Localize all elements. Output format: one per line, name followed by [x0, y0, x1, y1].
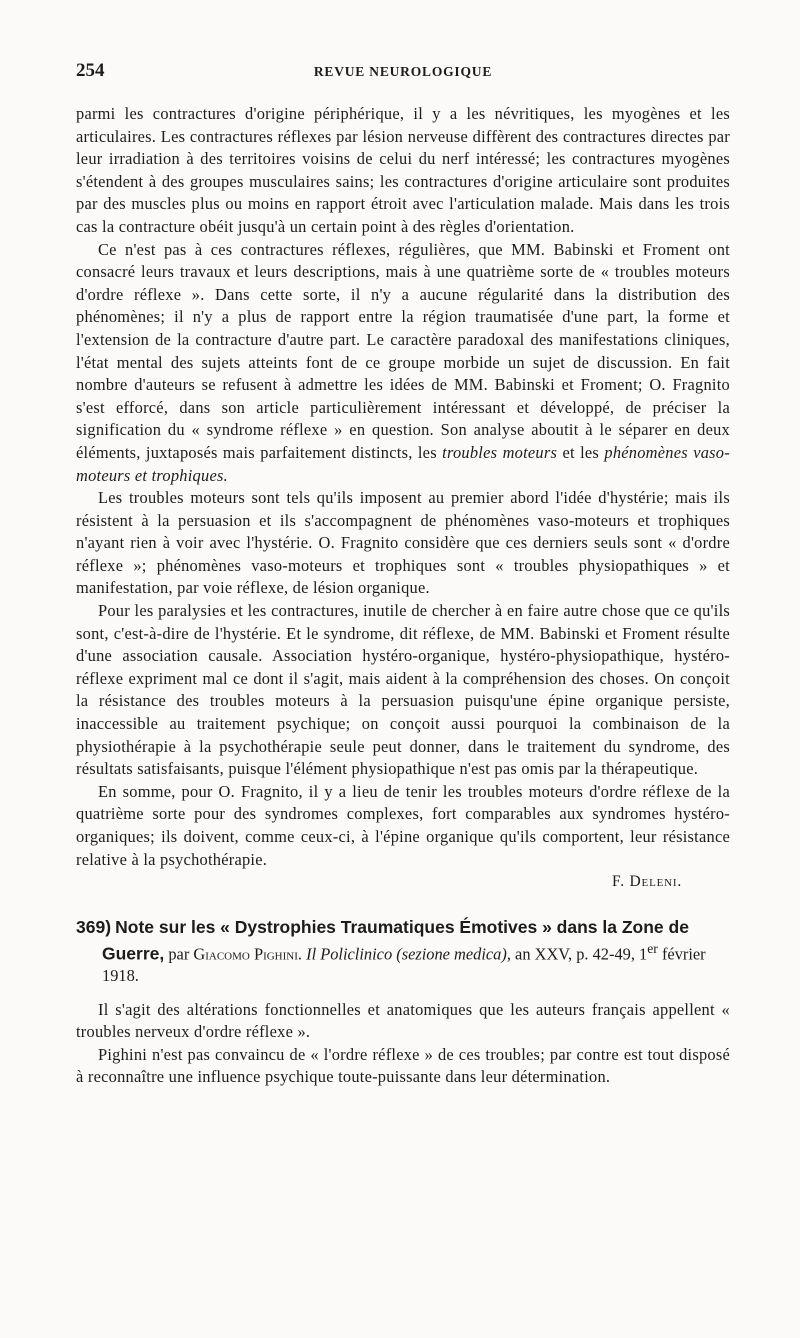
bibliographic-entry: [76, 917, 730, 985]
reviewer-signature: F. Deleni.: [612, 873, 682, 891]
running-title: REVUE NEUROLOGIQUE: [313, 64, 493, 79]
review-paragraph-2-text: Ce n'est pas à ces contractures réflexes, régulières, que MM. Babinski et Froment ont consacré leurs travaux et leurs descriptions, mais à une quatrième sorte de « troubles moteurs d'ordre réflexe ». Dans cette sorte, il n'y a aucune régularité dans la distribution des phénomènes; il n'y a plus de rapport entre la région traumatisée d'une part, la forme et l'extension de la contracture d'autre part. Le caractère paradoxal des manifestations cliniques, l'état mental des sujets atteints font de ce groupe morbide un sujet de discussion. En fait nombre d'auteurs se refusent à admettre les idées de MM. Babinski et Froment; O. Fragnito s'est efforcé, dans son article particulièrement intéressant et développé, de préciser la signification du « syndrome réflexe » en question. Son analyse aboutit à le séparer en deux éléments, juxtaposés mais parfaitement distincts, les: [76, 239, 730, 462]
review-paragraph-1: parmi les contractures d'origine périphérique, il y a les névritiques, les myogènes et les articulaires. Les contractures réflexes par lésion nerveuse diffèrent des contractures directes par leur irradiation à des territoires voisins de celui du nerf intéressé; les contractures myogènes s'étendent à des groupes musculaires sains; les contractures d'origine articulaire sont produites par des muscles plus ou moins en rapport étroit avec l'articulation malade. Mais dans les trois cas la contracture obéit jusqu'à un certain point à des règles d'orientation.: [76, 104, 730, 236]
entry-author: Giacomo Pighini.: [193, 944, 302, 964]
entry-date-day: 1: [639, 944, 648, 964]
review-paragraph-2: [76, 239, 730, 488]
entry-title: Note sur les « Dystrophies Traumatiques Émotives » dans la Zone de Guerre,: [102, 917, 689, 964]
review-paragraph-3: Les troubles moteurs sont tels qu'ils imposent au premier abord l'idée d'hystérie; mais ils résistent à la persuasion et ils s'accompagnent de phénomènes vaso-moteurs et trophiques n'ayant rien à voir avec l'hystérie. O. Fragnito considère que ces derniers seuls sont « d'ordre réflexe »; phénomènes vaso-moteurs et trophiques sont « troubles physiopathiques » et manifestation, par voie réflexe, de lésion organique.: [76, 488, 730, 598]
entry-journal: Il Policlinico (sezione medica),: [306, 944, 511, 964]
entry-date-rest: février 1918.: [102, 944, 706, 985]
review-paragraph-4: Pour les paralysies et les contractures, inutile de chercher à en faire autre chose que ce qu'ils sont, c'est-à-dire de l'hystérie. Et le syndrome, dit réflexe, de MM. Babinski et Froment résulte d'une association causale. Association hystéro-organique, hystéro-physiopathique, hystéro-réflexe expriment mal ce dont il s'agit, mais aident à la compréhension des choses. On conçoit la résistance des troubles moteurs à la persuasion puisqu'une épine organique persiste, inaccessible au traitement psychique; on conçoit aussi pourquoi la combinaison de la physiothérapie à la psychothérapie seule peut donner, dans le traitement du syndrome, des résultats satisfaisants, puisque l'élément physiopathique n'est pas omis par la thérapeutique.: [76, 601, 730, 779]
page-header: [76, 60, 730, 88]
entry-summary: [76, 999, 730, 1089]
entry-date-sup: er: [647, 941, 658, 957]
summary-paragraph-1: Il s'agit des altérations fonctionnelles et anatomiques que les auteurs français appellent « troubles nerveux d'ordre réflexe ».: [76, 999, 730, 1042]
entry-number: 369): [76, 917, 112, 938]
page-number: 254: [76, 60, 105, 81]
review-paragraph-2-joiner: et les: [562, 442, 600, 462]
summary-paragraph-2: Pighini n'est pas convaincu de « l'ordre réflexe » de ces troubles; par contre est tout disposé à reconnaître une influence psychique toute-puissante dans leur détermination.: [76, 1044, 730, 1087]
italic-phrase-motor: troubles moteurs: [442, 442, 558, 462]
page-body: [76, 103, 730, 1089]
italic-phrase-vasomotor: phénomènes vaso-moteurs et trophiques.: [76, 442, 730, 485]
entry-volume: an XXV, p. 42-49,: [515, 944, 635, 964]
review-paragraph-5: En somme, pour O. Fragnito, il y a lieu de tenir les troubles moteurs d'ordre réflexe de la quatrième sorte pour des syndromes complexes, fort comparables aux syndromes hystéro-organiques; ils doivent, comme ceux-ci, à l'épine organique qu'ils comportent, leur résistance relative à la psychothérapie.: [76, 781, 730, 869]
entry-by: par: [168, 944, 190, 964]
